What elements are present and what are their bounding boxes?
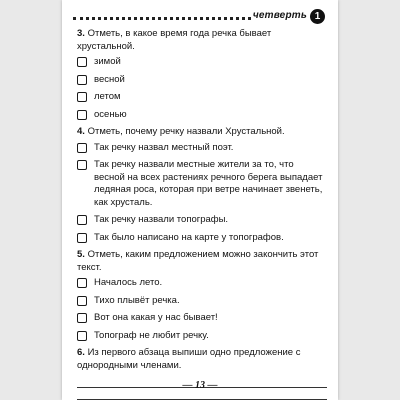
answer-option-text: Вот она какая у нас бывает! <box>94 312 218 323</box>
checkbox[interactable] <box>77 215 87 225</box>
checkbox[interactable] <box>77 313 87 323</box>
answer-option[interactable] <box>77 142 327 155</box>
answer-option-text: Так было написано на карте у топографов. <box>94 231 284 243</box>
answer-option[interactable] <box>77 312 327 325</box>
question-number: 6. <box>77 347 85 358</box>
answer-option-text: Началось лето. <box>94 277 163 288</box>
checkbox[interactable] <box>77 110 87 120</box>
worksheet-content <box>77 28 327 400</box>
answer-option[interactable] <box>77 214 327 227</box>
answer-option[interactable] <box>77 277 327 290</box>
answer-option[interactable] <box>77 109 327 122</box>
answer-option[interactable] <box>77 74 327 87</box>
answer-option-text: Так речку назвал местный поэт. <box>94 141 234 153</box>
checkbox[interactable] <box>77 57 87 67</box>
question-4-prompt <box>77 126 327 139</box>
checkbox[interactable] <box>77 92 87 102</box>
checkbox[interactable] <box>77 75 87 85</box>
question-3 <box>77 28 327 121</box>
answer-option[interactable] <box>77 91 327 104</box>
answer-option[interactable] <box>77 232 327 245</box>
question-5-prompt <box>77 249 327 274</box>
answer-option[interactable] <box>77 330 327 343</box>
quarter-label: четверть <box>252 10 307 21</box>
answer-option-text: зимой <box>94 56 121 67</box>
workbook-page <box>62 0 338 400</box>
checkbox[interactable] <box>77 233 87 243</box>
answer-option-text: осенью <box>94 108 127 120</box>
question-4 <box>77 126 327 244</box>
page-header <box>73 9 327 25</box>
question-number: 4. <box>77 126 85 137</box>
question-number: 3. <box>77 28 85 39</box>
answer-option-text: Тихо плывёт речка. <box>94 294 180 306</box>
checkbox[interactable] <box>77 331 87 341</box>
question-text: Отметь, каким предложением можно закончить этот текст. <box>77 249 319 273</box>
dotted-rule <box>73 17 251 20</box>
answer-option-text: весной <box>94 73 125 85</box>
checkbox[interactable] <box>77 143 87 153</box>
answer-option-text: Топограф не любит речку. <box>94 329 209 341</box>
checkbox[interactable] <box>77 160 87 170</box>
question-6 <box>77 347 327 400</box>
answer-option-text: летом <box>94 91 121 102</box>
question-text: Отметь, почему речку назвали Хрустальной. <box>87 126 285 137</box>
question-text: Отметь, в какое время года речка бывает хрустальной. <box>77 28 272 52</box>
answer-option-text: Так речку назвали местные жители за то, что весной на всех растениях речного берега выпадает ледяная роса, которая при ветре начинает звенеть, как хрусталь. <box>94 159 323 208</box>
quarter-number-badge: 1 <box>310 9 325 24</box>
checkbox[interactable] <box>77 296 87 306</box>
answer-option[interactable] <box>77 295 327 308</box>
question-3-prompt <box>77 28 327 53</box>
question-5 <box>77 249 327 342</box>
answer-option[interactable] <box>77 159 327 209</box>
question-number: 5. <box>77 249 85 260</box>
checkbox[interactable] <box>77 278 87 288</box>
page-number: — 13 — <box>182 380 218 391</box>
answer-option-text: Так речку назвали топографы. <box>94 214 229 225</box>
question-text: Из первого абзаца выпиши одно предложение с однородными членами. <box>77 347 301 371</box>
question-6-prompt <box>77 347 327 372</box>
answer-option[interactable] <box>77 56 327 69</box>
